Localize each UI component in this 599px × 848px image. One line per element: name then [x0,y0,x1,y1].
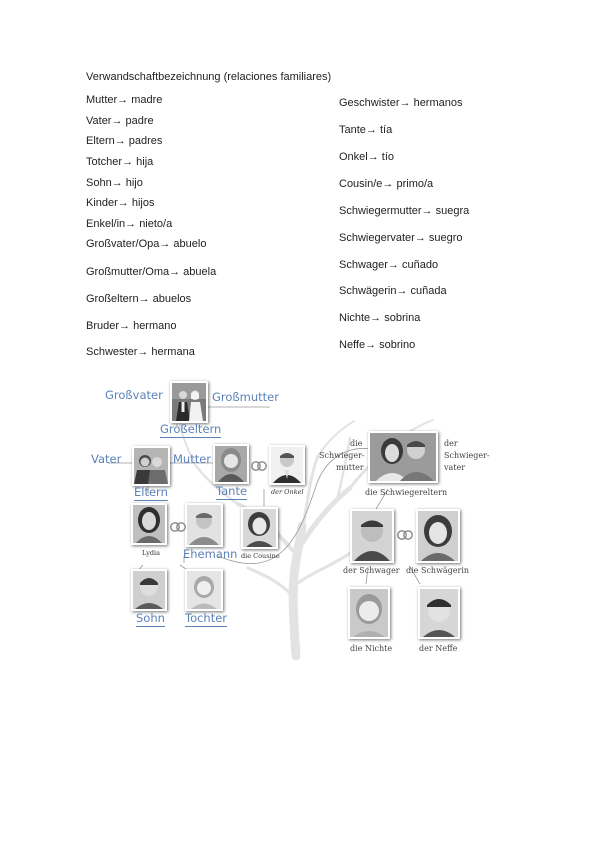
schwiegereltern-photo [368,431,438,483]
label-schwiegervater-line2: Schwieger- [444,451,490,460]
page-heading: Verwandschaftbezeichnung (relaciones familiares) [86,71,332,83]
label-tante: Tante [216,484,248,498]
tochter-photo [185,569,223,611]
lydia-photo [131,503,167,545]
parents-photo [132,446,170,486]
label-schwiegervater-line3: vater [444,463,466,472]
label-schwiegereltern: die Schwiegereltern [365,488,448,497]
label-tochter: Tochter [185,611,228,625]
vocab-item: Bruder→ hermano [86,320,177,332]
tante-photo [213,444,249,484]
wedding-rings-icon [169,521,187,533]
vocab-item: Großeltern→ abuelos [86,293,192,305]
label-onkel: der Onkel [271,488,304,496]
label-vater: Vater [91,452,122,466]
neffe-photo [418,587,460,639]
vocab-item: Eltern→ padres [86,135,163,147]
wedding-rings-icon [250,460,268,472]
label-schwiegermutter-line2: Schwieger- [319,451,365,460]
schwager-photo [350,509,394,563]
vocab-item: Großmutter/Oma→ abuela [86,266,217,278]
wedding-rings-icon [396,529,414,541]
label-schwager: der Schwager [343,566,400,575]
label-sohn: Sohn [136,611,165,625]
vocab-item: Schwiegervater→ suegro [339,232,463,244]
vocab-item: Mutter→ madre [86,94,163,106]
vocab-item: Totcher→ hija [86,156,154,168]
vocab-item: Nichte→ sobrina [339,312,421,324]
label-nichte: die Nichte [350,644,393,653]
label-cousine: die Cousine [241,552,280,560]
grandparents-photo [170,381,208,423]
label-schwiegervater-line1: der [444,439,458,448]
sohn-photo [131,569,167,611]
vocab-item: Enkel/in→ nieto/a [86,218,173,230]
label-ehemann: Ehemann [183,547,238,561]
label-grossvater: Großvater [105,388,163,402]
label-neffe: der Neffe [419,644,458,653]
vocab-item: Schwester→ hermana [86,346,195,358]
label-grossmutter: Großmutter [212,390,279,404]
schwaegerin-photo [416,509,460,563]
nichte-photo [348,587,390,639]
vocab-item: Schwiegermutter→ suegra [339,205,470,217]
label-mutter: Mutter [173,452,212,466]
cousine-photo [241,507,278,549]
label-schwiegermutter-line1: die [350,439,363,448]
vocab-item: Geschwister→ hermanos [339,97,463,109]
vocab-item: Schwägerin→ cuñada [339,285,447,297]
vocab-item: Sohn→ hijo [86,177,143,189]
vocab-item: Onkel→ tío [339,151,395,163]
vocab-item: Vater→ padre [86,115,154,127]
label-schwaegerin: die Schwägerin [406,566,470,575]
label-schwiegermutter-line3: mutter [336,463,364,472]
vocab-item: Schwager→ cuñado [339,259,439,271]
family-tree-diagram [88,376,508,661]
vocab-item: Großvater/Opa→ abuelo [86,238,207,250]
ehemann-photo [185,503,223,547]
label-grosseltern: Großeltern [160,422,222,436]
label-lydia: Lydia [142,549,160,557]
vocab-item: Cousin/e→ primo/a [339,178,434,190]
vocab-item: Kinder→ hijos [86,197,155,209]
label-eltern: Eltern [134,485,168,499]
vocab-item: Neffe→ sobrino [339,339,416,351]
onkel-photo [269,445,305,485]
vocab-item: Tante→ tía [339,124,393,136]
